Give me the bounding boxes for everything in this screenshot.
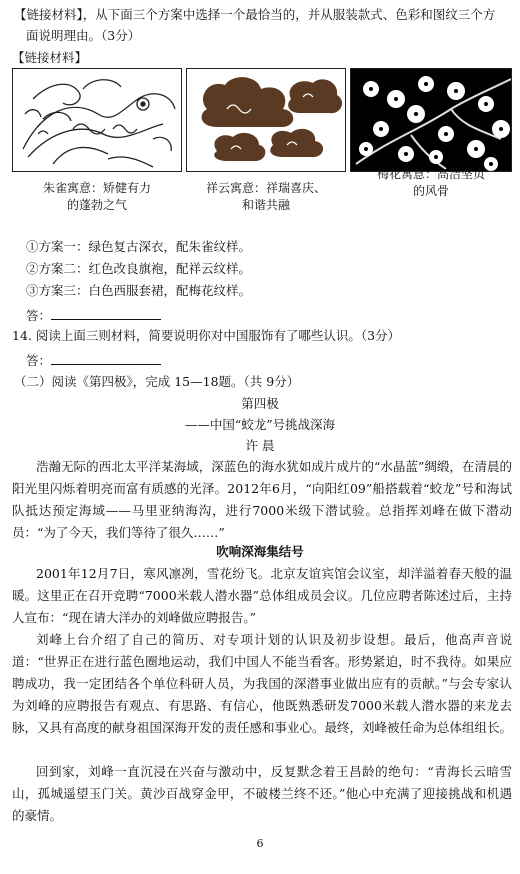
xiangyun-pattern-image	[186, 68, 346, 172]
option-2: ②方案二：红色改良旗袍，配祥云纹样。	[26, 261, 252, 276]
phoenix-icon	[13, 69, 182, 172]
zhuque-pattern-image	[12, 68, 182, 172]
intro-line-2: 面说明理由。（3分）	[26, 28, 141, 43]
option-3: ③方案三：白色西服套裙，配梅花纹样。	[26, 283, 252, 298]
xiangyun-caption	[186, 180, 346, 214]
article-subtitle: ——中国“蛟龙”号挑战深海	[184, 417, 336, 432]
article-paragraph-2: 2001年12月7日，寒风凛冽，雪花纷飞。北京友谊宾馆会议室，却洋溢着春天般的温暖。这里正在召开竞聘“7000米载人潜水器”总体组成员会议。几位应聘者陈述过后，主持人宣布：“现在请大洋办的刘峰做应聘报告。”	[12, 566, 512, 625]
xiangyun-caption-line-1: 祥云寓意：祥瑞喜庆、	[205, 181, 326, 195]
answer-blank[interactable]	[51, 352, 161, 365]
zhuque-caption-line-2: 的蓬勃之气	[66, 198, 127, 212]
answer-label: 答：	[26, 353, 52, 368]
meihua-pattern-image	[350, 68, 512, 172]
xiangyun-caption-line-2: 和谐共融	[241, 198, 290, 212]
article-paragraph-3: 刘峰上台介绍了自己的简历、对专项计划的认识及初步设想。最后，他高声音说道：“世界正在进行蓝色圈地运动，我们中国人不能当看客。形势紧迫，时不我待。如果应聘成功，我一定团结各个单位科研人员，为我国的深潜事业做出应有的贡献。”与会专家认为刘峰的应聘报告有观点、有思路、有信心，他既熟悉研发7000米载人潜水器的来龙去脉，又具有高度的献身祖国深海开发的责任感和事业心。最终，刘峰被任命为总体组组长。	[12, 632, 513, 735]
question-14: 14. 阅读上面三则材料，简要说明你对中国服饰有了哪些认识。（3分）	[12, 328, 401, 343]
article-author: 许 晨	[245, 438, 275, 453]
auspicious-cloud-icon	[187, 69, 346, 172]
plum-blossom-icon	[351, 69, 512, 172]
intro-line-1: 【链接材料】，从下面三个方案中选择一个最恰当的，并从服装款式、色彩和图纹三个方	[14, 7, 496, 22]
article-title: 第四极	[241, 396, 279, 411]
page-number: 6	[256, 837, 264, 850]
material-label: 【链接材料】	[12, 50, 88, 65]
article-paragraph-1: 浩瀚无际的西北太平洋某海域，深蓝色的海水犹如成片成片的“水晶蓝”绸缎，在清晨的阳光里闪烁着明亮而富有质感的光泽。2012年6月，“向阳红09”船搭载着“蛟龙”号和海试队抵达预定海域——马里亚纳海沟，进行7000米级下潜试验。总指挥刘峰在做下潜动员：“为了今天，我们等待了很久……”	[12, 459, 512, 540]
option-1: ①方案一：绿色复古深衣，配朱雀纹样。	[26, 239, 252, 254]
section-2-heading: （二）阅读《第四极》，完成 15—18题。（共 9分）	[14, 374, 300, 389]
meihua-caption-line-1: 梅花寓意：高洁坚贞	[376, 167, 485, 181]
article-section-heading: 吹响深海集结号	[216, 544, 304, 559]
answer-row-1	[26, 307, 161, 323]
zhuque-caption-line-1: 朱雀寓意：矫健有力	[42, 181, 151, 195]
answer-blank[interactable]	[51, 307, 161, 320]
meihua-caption-line-2: 的风骨	[412, 184, 449, 198]
answer-label: 答：	[26, 308, 52, 323]
article-paragraph-4: 回到家，刘峰一直沉浸在兴奋与激动中，反复默念着王昌龄的绝句：“青海长云暗雪山，孤城遥望玉门关。黄沙百战穿金甲，不破楼兰终不还。”他心中充满了迎接挑战和机遇的豪情。	[12, 764, 512, 823]
meihua-caption	[350, 166, 512, 200]
zhuque-caption	[12, 180, 182, 214]
answer-row-2	[26, 352, 161, 368]
